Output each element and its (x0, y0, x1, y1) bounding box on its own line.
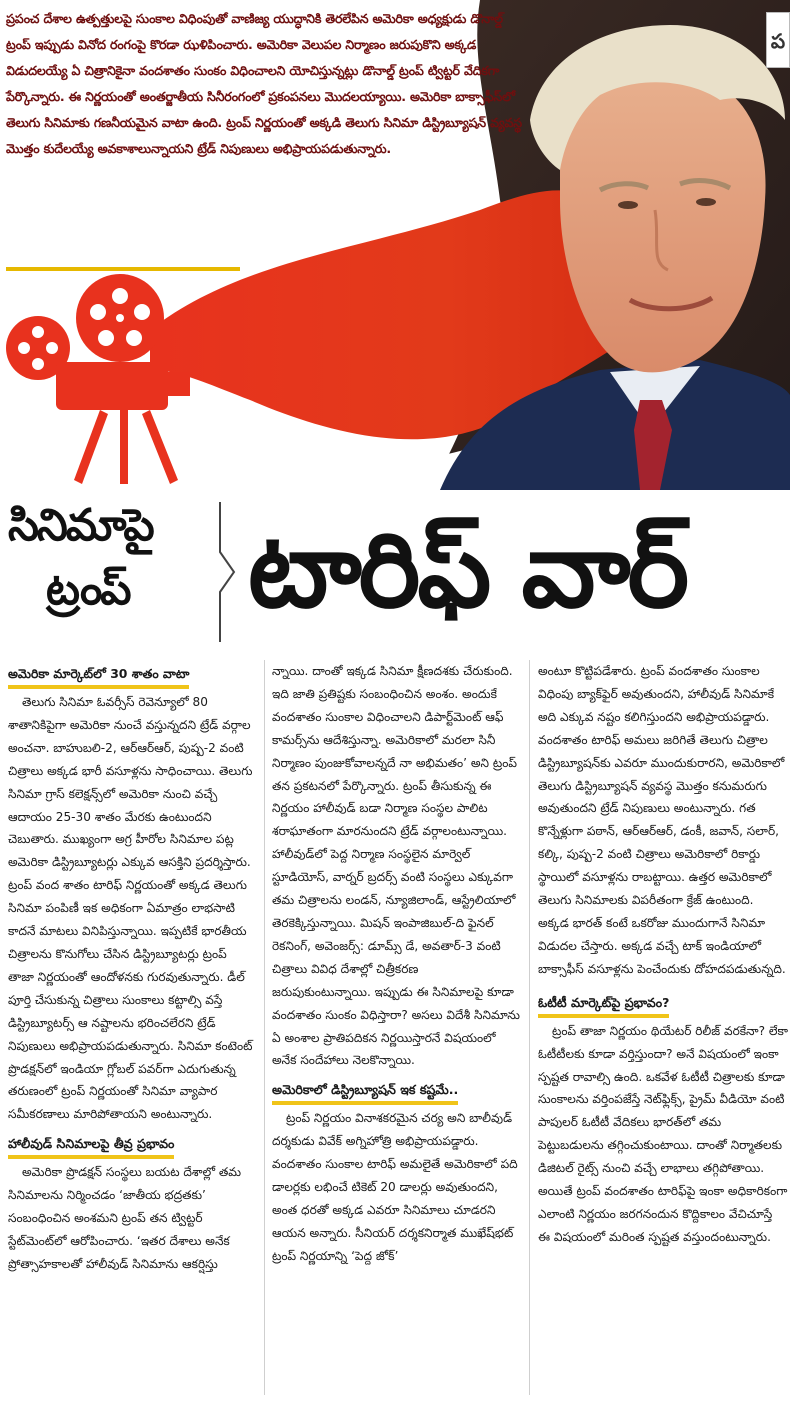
article-column-3 (538, 660, 788, 1249)
headline-kicker-line1: సినిమాపై (8, 500, 153, 551)
section-heading (272, 1078, 520, 1105)
section-heading (538, 991, 788, 1018)
column-rule (264, 660, 265, 1395)
section-heading-text: అమెరికా మార్కెట్‌లో 30 శాతం వాటా (8, 662, 189, 689)
body-paragraph: ట్రంప్ తాజా నిర్ణయం థియేటర్ రిలీజ్ వరకేనా? లేకా ఓటీటీలకు కూడా వర్తిస్తుందా? అనే విషయంలో ఇంకా స్పష్టత రావాల్సి ఉంది. ఒకవేళ ఓటీటీ చిత్రాలకు కూడా సుంకాలను వర్తింపజేస్తే నెట్‌ఫ్లిక్స్, ప్రైమ్ వీడియో వంటి పాపులర్ ఓటీటీ వేదికలు భారత్‌లో తమ పెట్టుబడులను తగ్గించుకుంటాయి. దాంతో నిర్మాతలకు డిజిటల్ రైట్స్ నుంచి వచ్చే లాభాలు తగ్గిపోతాయి. అయితే ట్రంప్ వందశాతం టారిఫ్‌పై ఇంకా అధికారికంగా ఎలాంటి నిర్ణయం జరగనందున కొద్దికాలం వేచిచూస్తే ఈ విషయంలో మరింత స్పష్టత వస్తుందంటున్నారు. (538, 1023, 788, 1244)
intro-underline (6, 267, 240, 271)
body-paragraph: ట్రంప్ నిర్ణయం వినాశకరమైన చర్య అని బాలీవుడ్ దర్శకుడు వివేక్ అగ్నిహోత్రి అభిప్రాయపడ్డారు. వందశాతం సుంకాల టారిఫ్ అమలైతే అమెరికాలో పది డాలర్లకు లభించే టికెట్ 20 డాలర్లు అవుతుందని, అంత ధరతో అక్కడ ఎవరూ సినిమాలు చూడరని ఆయన అన్నారు. సీనియర్ దర్శకనిర్మాత ముఖేష్‌భట్ ట్రంప్ నిర్ణయాన్ని ‘పెద్ద జోక్’ (272, 1111, 518, 1263)
intro-paragraph: ప్రపంచ దేశాల ఉత్పత్తులపై సుంకాల విధింపుతో వాణిజ్య యుద్ధానికి తెరలేపిన అమెరికా అధ్యక్షుడు డొనాల్డ్ ట్రంప్ ఇప్పుడు వినోద రంగంపై కొరడా ఝళిపించారు. అమెరికా వెలుపల నిర్మాణం జరుపుకొని అక్కడ విడుదలయ్యే ఏ చిత్రానికైనా వందశాతం సుంకం విధించాలని యోచిస్తున్నట్లు డొనాల్డ్ ట్రంప్ ట్విట్టర్ వేదికగా పేర్కొన్నారు. ఈ నిర్ణయంతో అంతర్జాతీయ సినీరంగంలో ప్రకంపనలు మొదలయ్యాయి. అమెరికా బాక్సాఫీస్‌లో తెలుగు సినిమాకు గణనీయమైన వాటా ఉంది. ట్రంప్ నిర్ణయంతో అక్కడి తెలుగు సినిమా డిస్ట్రిబ్యూషన్ వ్యవస్థ మొత్తం కుదేలయ్యే అవకాశాలున్నాయని ట్రేడ్ నిపుణులు అభిప్రాయపడుతున్నారు. (6, 11, 522, 157)
section-heading (8, 1132, 256, 1159)
section-heading-text: అమెరికాలో డిస్ట్రిబ్యూషన్ ఇక కష్టమే.. (272, 1078, 458, 1105)
article-column-1 (8, 660, 256, 1276)
headline-block (0, 490, 790, 652)
hero-section (0, 0, 790, 490)
body-paragraph: అంటూ కొట్టిపడేశారు. ట్రంప్ వందశాతం సుంకాల విధింపు బ్యాక్‌ఫైర్ అవుతుందని, హాలీవుడ్ సినిమాకే అది ఎక్కువ నష్టం కలిగిస్తుందని అభిప్రాయపడ్డారు. వందశాతం టారిఫ్ అమలు జరిగితే తెలుగు చిత్రాల డిస్ట్రిబ్యూషన్‌కు ఎవరూ ముందుకురారని, అమెరికాలో తెలుగు డిస్ట్రిబ్యూషన్ వ్యవస్థ మొత్తం కనుమరుగు అవుతుందని ట్రేడ్ నిపుణులు అంటున్నారు. గత కొన్నేళ్లుగా పఠాన్, ఆర్‌ఆర్‌ఆర్, డంకీ, జవాన్, సలార్, కల్కి, పుష్ప-2 వంటి చిత్రాలు అమెరికాలో రికార్డు స్థాయిలో వసూళ్లను రాబట్టాయి. ఉత్తర అమెరికాలో తెలుగు సినిమాలకు విపరీతంగా క్రేజ్ ఉంటుంది. అక్కడ భారత్ కంటే ఒకరోజు ముందుగానే సినిమా విడుదల చేస్తారు. అక్కడ వచ్చే టాక్ ఇండియాలో బాక్సాఫీస్ వసూళ్లను పెంచేందుకు దోహదపడుతున్నది. (538, 664, 786, 976)
headline-kicker-line2: ట్రంప్ (46, 564, 130, 615)
body-paragraph: తెలుగు సినిమా ఓవర్సీస్ రెవెన్యూలో 80 శాతానికిపైగా అమెరికా నుంచే వస్తున్నదని ట్రేడ్ వర్గాల అంచనా. బాహుబలి-2, ఆర్‌ఆర్‌ఆర్, పుష్ప-2 వంటి చిత్రాలు అక్కడ భారీ వసూళ్లను సాధించాయి. తెలుగు సినిమా గ్రాస్ కలెక్షన్స్‌లో అమెరికా నుంచి వచ్చే ఆదాయం 25-30 శాతం మేరకు ఉంటుందని చెబుతారు. ముఖ్యంగా అగ్ర హీరోల సినిమాల పట్ల అమెరికా డిస్ట్రిబ్యూటర్లు ఎక్కువ ఆసక్తిని ప్రదర్శిస్తారు. ట్రంప్ వంద శాతం టారిఫ్ నిర్ణయంతో అక్కడ తెలుగు సినిమా పంపిణీ ఇక అధికంగా ఏమాత్రం లాభసాటి కాదనే మాటలు వినిపిస్తున్నాయి. ఇప్పటికే భారతీయ చిత్రాలను కొనుగోలు చేసిన డిస్ట్రిబ్యూటర్లు ట్రంప్ తాజా నిర్ణయంతో ఆందోళనకు గురవుతున్నారు. డీల్ పూర్తి చేసుకున్న చిత్రాలు సుంకాలు కట్టాల్సి వస్తే డిస్ట్రిబ్యూటర్స్ ఆ నష్టాలను భరించలేరని ట్రేడ్ నిపుణులు అభిప్రాయపడుతున్నారు. సినిమా కంటెంట్ ప్రొడక్షన్‌లో ఇండియా గ్లోబల్ పవర్‌గా ఎదుగుతున్న తరుణంలో ట్రంప్ నిర్ణయంతో సినిమా వ్యాపార సమీకరణాలు మారిపోతాయని అంటున్నారు. (8, 695, 253, 1122)
article-column-2 (272, 660, 520, 1268)
body-paragraph: న్నాయి. దాంతో ఇక్కడ సినిమా క్షీణదశకు చేరుకుంది. ఇది జాతి ప్రతిష్టకు సంబంధించిన అంశం. అందుకే వందశాతం సుంకాల విధించాలని డిపార్ట్‌మెంట్ ఆఫ్ కామర్స్‌ను ఆదేశిస్తున్నా. అమెరికాలో మరలా సినీ నిర్మాణం పుంజుకోవాలన్నదే నా అభిమతం’ అని ట్రంప్ తన ప్రకటనలో పేర్కొన్నారు. ట్రంప్ తీసుకున్న ఈ నిర్ణయం హాలీవుడ్ బడా నిర్మాణ సంస్థల పాలిట శరాఘాతంగా మారనుందని ట్రేడ్ వర్గాలంటున్నాయి. హాలీవుడ్‌లో పెద్ద నిర్మాణ సంస్థలైన మార్వెల్ స్టూడియోస్, వార్నర్ బ్రదర్స్ వంటి సంస్థలు ఎక్కువగా తమ చిత్రాలను లండన్, న్యూజిలాండ్, ఆస్ట్రేలియాలో తెరకెక్కిస్తున్నాయి. మిషన్ ఇంపాజిబుల్-ది ఫైనల్ రెకనింగ్, అవెంజర్స్: డూమ్స్ డే, అవతార్-3 వంటి చిత్రాలు వివిధ దేశాల్లో చిత్రీకరణ జరుపుకుంటున్నాయి. ఇప్పుడు ఈ సినిమాలపై కూడా వందశాతం సుంకం విధిస్తారా? అసలు విదేశీ సినిమాను ఏ అంశాల ప్రాతిపదికన నిర్ణయిస్తారనే విషయంలో అనేక సందేహాలు నెలకొన్నాయి. (272, 664, 520, 1068)
section-heading-text: ఓటీటీ మార్కెట్‌పై ప్రభావం? (538, 991, 669, 1018)
section-heading-text: హాలీవుడ్ సినిమాలపై తీవ్ర ప్రభావం (8, 1132, 174, 1159)
headline-chevron-divider (216, 502, 240, 642)
headline-title: టారిఫ్ వార్ (248, 509, 687, 631)
page-corner-tab: ప (766, 12, 790, 68)
body-paragraph: అమెరికా ప్రొడక్షన్ సంస్థలు బయట దేశాల్లో తమ సినిమాలను నిర్మించడం ‘జాతీయ భద్రతకు’ సంబంధించిన అంశమని ట్రంప్ తన ట్విట్టర్ స్టేట్‌మెంట్‌లో ఆరోపించారు. ‘ఇతర దేశాలు అనేక ప్రోత్సాహకాలతో హాలీవుడ్ సినిమాను ఆకర్షిస్తు (8, 1165, 242, 1271)
column-rule (529, 660, 530, 1395)
section-heading (8, 662, 256, 689)
